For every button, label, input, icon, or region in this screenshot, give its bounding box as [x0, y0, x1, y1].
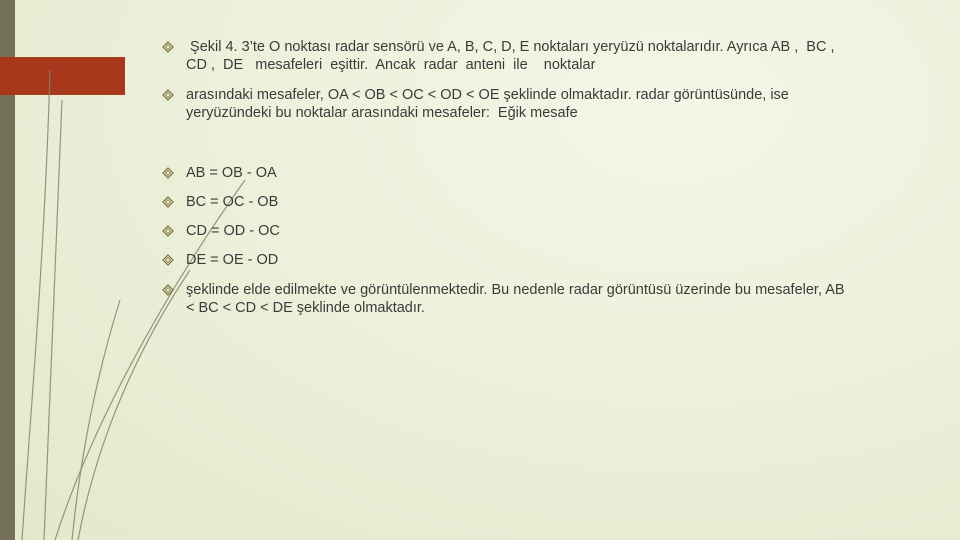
bullet-item: [160, 222, 850, 240]
diamond-outline-icon: [160, 281, 176, 299]
bullet-item: [160, 281, 850, 317]
bullet-item: [160, 86, 850, 122]
bullet-item: [160, 164, 850, 182]
bullet-text: CD = OD - OC: [186, 223, 280, 239]
diamond-outline-icon: [160, 222, 176, 240]
diamond-outline-icon: [160, 38, 176, 56]
bullet-item: [160, 193, 850, 211]
bullet-text: BC = OC - OB: [186, 194, 279, 210]
deco-curve-1: [22, 70, 50, 540]
bullet-item: [160, 251, 850, 269]
bullet-text: AB = OB - OA: [186, 165, 277, 181]
bullet-text: DE = OE - OD: [186, 252, 279, 268]
bullet-text: Şekil 4. 3’te O noktası radar sensörü ve A, B, C, D, E noktaları yeryüzü noktalarıdır. Ayrıca AB , BC , CD , DE mesafeleri eşittir. Ancak radar anteni ile noktalar: [186, 39, 843, 73]
bullet-text: arasındaki mesafeler, OA < OB < OC < OD < OE şeklinde olmaktadır. radar görüntüsünde, ise yeryüzündeki bu noktalar arasındaki mesafeler: Eğik mesafe: [186, 87, 793, 121]
diamond-outline-icon: [160, 86, 176, 104]
bullet-item: [160, 38, 850, 74]
diamond-outline-icon: [160, 193, 176, 211]
bullet-text: şeklinde elde edilmekte ve görüntülenmektedir. Bu nedenle radar görüntüsü üzerinde bu mesafeler, AB < BC < CD < DE şeklinde olmaktadır.: [186, 282, 849, 316]
deco-curve-5: [72, 300, 120, 540]
diamond-outline-icon: [160, 164, 176, 182]
diamond-outline-icon: [160, 251, 176, 269]
